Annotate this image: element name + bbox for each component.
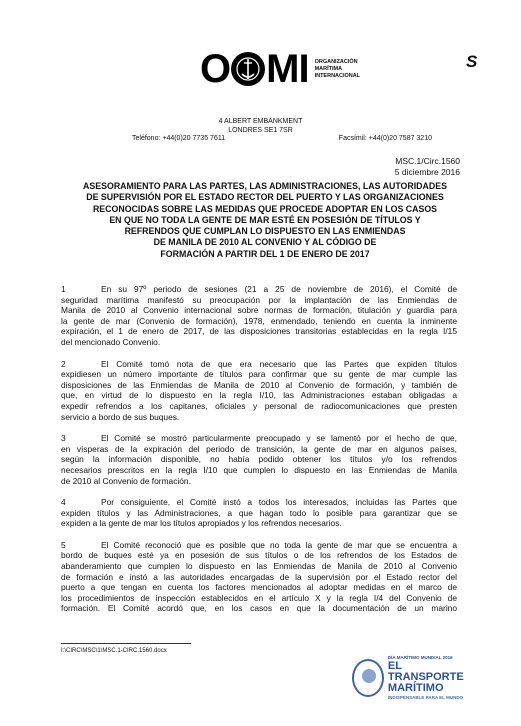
paragraph-line: la gente de mar (Convenio de formación), 1978, enmendado, teniendo en cuenta la inminente [61,315,457,326]
document-reference [395,156,460,178]
document-body [61,284,457,625]
title-line: EN QUE NO TODA LA GENTE DE MAR ESTÉ EN POSESIÓN DE TÍTULOS Y [109,214,421,225]
address-line: 4 ALBERT EMBANKMENT [218,118,303,125]
anchor-globe-icon [231,52,265,86]
document-title [70,181,460,260]
badge-tagline: INDISPENSABLE PARA EL MUNDO [387,695,464,700]
title-line: FORMACIÓN A PARTIR DEL 1 DE ENERO DE 2017 [160,248,370,259]
paragraph-line: formación. El Comité acordó que, en los casos en que la documentación de un marino [61,603,457,614]
badge-text [388,655,464,701]
maritime-medal-icon [352,659,384,697]
paragraph-line [61,497,457,508]
paragraph-line: en vísperas de la expiración del periodo de transición, la gente de mar en algunos países, [61,443,457,454]
paragraph-line: del mencionado Convenio. [61,336,161,347]
paragraph-line: expiden títulos y las Administraciones, a que hagan todo lo posible para garantizar que se [61,507,457,518]
paragraph-line: abanderamiento que cumplen lo dispuesto en las Enmiendas de Manila de 2010 al Convenio [61,561,457,572]
paragraph-3 [61,433,457,486]
org-name-line: INTERNACIONAL [314,72,361,79]
title-line: DE MANILA DE 2010 AL CONVENIO Y AL CÓDIGO DE [153,237,377,248]
title-line: DE SUPERVISIÓN POR EL ESTADO RECTOR DEL PUERTO Y LAS ORGANIZACIONES [86,192,444,203]
paragraph-line: bordo de buques esté ya en posesión de sus títulos o de los refrendos de los Estados de [61,550,457,561]
logo-emblem [200,49,309,89]
paragraph-line: que, en virtud de lo dispuesto en la regla I/10, las Administraciones estaban obligadas a [61,390,457,401]
paragraph-line: expidiesen un número importante de títulos para confirmar que su gente de mar cumple las [61,369,457,380]
badge-small-text: DÍA MARÍTIMO MUNDIAL 2016 [387,655,453,660]
imo-logo [200,48,375,90]
title-line: ASESORAMIENTO PARA LAS PARTES, LAS ADMINISTRACIONES, LAS AUTORIDADES [83,181,447,191]
paragraph-number: 4 [61,497,66,508]
paragraph-text: Por consiguiente, el Comité instó a todos los interesados, incluidas las Partes que [101,497,457,508]
paragraph-line: de 2010 al Convenio de formación. [61,475,191,486]
badge-line: MARÍTIMO [387,682,444,694]
circular-number: MSC.1/Circ.1560 [395,156,460,166]
paragraph-5 [61,540,457,614]
paragraph-number: 1 [61,284,66,294]
telephone: Teléfono: +44(0)20 7735 7611 [132,135,226,142]
contact-numbers [132,135,432,142]
paragraph-line: de formación e instó a las autoridades encargadas de la supervisión por el Estado rector del [61,571,457,582]
title-line: RECONOCIDAS SOBRE LAS MEDIDAS QUE PROCEDE ADOPTAR EN LOS CASOS [92,203,438,214]
paragraph-line [61,359,457,370]
paragraph-text: El Comité se mostró particularmente preocupado y se lamentó por el hecho de que, [101,433,457,444]
paragraph-line: expedir refrendos a los capitanes, oficiales y personal de radiocomunicaciones que presten [61,400,457,411]
address-block [0,117,521,135]
paragraph-text: En su 97º periodo de sesiones (21 a 25 de noviembre de 2016), el Comité de [101,284,457,294]
paragraph-number: 2 [61,358,66,369]
paragraph-line [61,540,457,551]
title-line: REFRENDOS QUE CUMPLAN LO DISPUESTO EN LAS ENMIENDAS [124,226,406,237]
paragraph-line: disposiciones de las Enmiendas de Manila de 2010 al Convenio de formación, y también de [61,379,457,390]
paragraph-line: puerto a que tengan en cuenta los factores mencionados al adoptar medidas en el marco de [61,582,457,593]
address-line: LONDRES SE1 7SR [228,127,293,134]
footer-divider [61,643,191,644]
paragraph-line [61,284,457,295]
badge-line: EL TRANSPORTE [387,660,464,683]
org-name-line: MARÍTIMA [314,65,343,72]
paragraph-line: los procedimientos de inspección establecidos en el artículo X y la regla I/4 del Convenio de [61,592,457,603]
org-name-line: ORGANIZACIÓN [314,58,358,65]
document-date: 5 diciembre 2016 [394,167,460,177]
paragraph-1 [61,284,457,348]
paragraph-line: servicio a bordo de sus buques. [61,411,180,422]
globe-icon [231,52,265,86]
paragraph-line [61,433,457,444]
paragraph-line: seguridad marítima manifestó su preocupación por la implantación de las Enmiendas de [61,294,457,305]
paragraph-2 [61,359,457,423]
paragraph-number: 5 [61,539,66,550]
file-path: I:\CIRC\MSC\1\MSC.1-CIRC.1560.docx [61,648,167,654]
paragraph-text: El Comité tomó nota de que era necesario que las Partes que expiden títulos [101,358,457,369]
paragraph-line: Manila de 2010 al Convenio internacional sobre normas de formación, titulación y guardia para [61,305,457,316]
paragraph-line: necesarios prescritos en la regla I/10 que cumplen lo dispuesto en las Enmiendas de Manila [61,464,457,475]
facsimile: Facsímil: +44(0)20 7587 3210 [338,135,432,142]
paragraph-text: El Comité reconoció que es posible que no toda la gente de mar que se encuentra a [101,539,457,550]
paragraph-line: expiración, el 1 de enero de 2017, de las disposiciones transitorias establecidas en la regla I/15 [61,326,457,337]
language-code: S [466,52,478,71]
logo-letter-o: O [200,47,231,91]
paragraph-line: expiden a la gente de mar los títulos apropiados y los refrendos necesarios. [61,518,342,529]
logo-letters: MI [266,47,309,91]
paragraph-4 [61,497,457,529]
world-maritime-day-badge [352,652,464,704]
paragraph-line: según la información disponible, no había podido obtener los títulos y/o los refrendos [61,454,457,465]
org-name [315,59,375,80]
paragraph-number: 3 [61,433,66,444]
